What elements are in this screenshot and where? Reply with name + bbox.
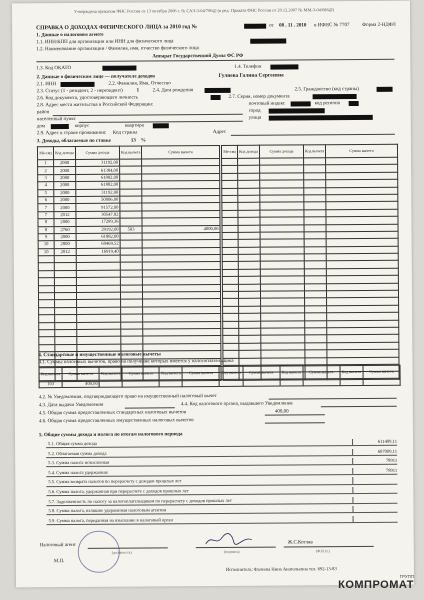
- income-cell-empty: [305, 313, 327, 321]
- col-income-code: Код дохода: [53, 146, 75, 159]
- address-ru-label: 2.8. Адрес места жительства в Российской Федерации:: [36, 102, 154, 109]
- total-separator: [352, 449, 353, 455]
- income-cell-empty: [304, 172, 326, 180]
- street-label: улица: [248, 115, 262, 121]
- income-cell-m: 4: [38, 182, 54, 190]
- position-hint: (должность): [111, 550, 132, 555]
- income-cell-m: [39, 322, 55, 330]
- income-cell-dsum: 4000,00: [142, 225, 220, 233]
- col-income-sum: Сумма дохода: [75, 146, 119, 159]
- income-cell-empty: [222, 188, 238, 196]
- income-cell-code: 2000: [54, 219, 76, 227]
- income-cell-empty: [222, 195, 238, 203]
- col-deduction-code: Код вычета: [119, 146, 141, 159]
- income-cell-empty: [305, 350, 327, 358]
- section1-okato-label: 1.3. Код ОКАТО: [36, 65, 72, 72]
- doc-series-label: 2.7. Серия, номер документа: [228, 94, 290, 100]
- section3-heading: 3. Доходы, облагаемые по ставке: [36, 138, 111, 145]
- income-cell-empty: [222, 210, 238, 218]
- total-row: [47, 516, 398, 526]
- col-income-code: Код дохода: [237, 145, 259, 158]
- form-code: Форма 2-НДФЛ: [362, 22, 396, 28]
- notice-authority-label: 4.4. Код налогового органа, выдавшего Уведомление: [180, 401, 293, 408]
- section5-heading: 5. Общие суммы дохода и налога по итогам налогового периода: [38, 432, 183, 439]
- agent-fio: Ж.С.Котляв: [287, 540, 313, 546]
- col-ded-sum: Сумма вычета: [62, 367, 99, 380]
- income-cell-empty: [222, 277, 238, 285]
- total-separator: [352, 506, 353, 512]
- income-cell-code: 2000: [54, 159, 76, 167]
- income-cell-empty: [223, 336, 239, 344]
- redacted-recipient-inn: [61, 82, 95, 87]
- region-label: код региона: [314, 101, 340, 107]
- income-cell-sum: 69469,52: [76, 240, 120, 248]
- underline: [231, 134, 395, 136]
- total-label: 5.3. Сумма налога исчисленная: [48, 459, 110, 466]
- income-cell-dcode: [120, 248, 142, 256]
- income-cell-dcode: [121, 344, 143, 352]
- income-cell-m: [38, 256, 54, 264]
- income-cell-empty: [304, 291, 326, 299]
- income-cell-m: [39, 337, 55, 345]
- col-ded-sum: Сумма вычета: [122, 367, 159, 380]
- address-abroad-label: 2.9. Адрес в стране проживания:: [36, 130, 107, 137]
- total-label: 5.5. Сумма возврата налогов по перерасчету с доходов прошлых лет: [48, 478, 182, 485]
- income-cell-empty: [304, 261, 326, 269]
- income-cell-m: 5: [38, 189, 54, 197]
- redacted-doc-series: [313, 94, 357, 99]
- income-cell-sum: 29192,00: [76, 226, 120, 234]
- income-cell-dcode: [120, 240, 142, 248]
- income-cell-empty: [305, 342, 327, 350]
- agent-name: Аппарат Государственной Думы ФС РФ: [152, 53, 244, 60]
- income-cell-dcode: [120, 277, 142, 285]
- income-cell-m: [38, 270, 54, 278]
- income-cell-m: 10: [38, 241, 54, 249]
- redacted-house: [51, 124, 69, 129]
- redacted-okato: [102, 66, 136, 71]
- income-cell-empty: [223, 350, 239, 358]
- income-cell-sum: 30547,82: [76, 211, 120, 219]
- income-cell-empty: [305, 298, 327, 306]
- total-label: 5.4. Сумма налога удержанная: [48, 469, 108, 475]
- postal-label: почтовый индекс: [248, 101, 286, 107]
- income-cell-sum: 50006,00: [76, 196, 120, 204]
- stamp-label: М.П.: [53, 559, 65, 565]
- redacted-inn: [250, 38, 286, 43]
- col-ded-code: Код вычета: [219, 366, 242, 379]
- redacted-region: [349, 101, 359, 106]
- income-cell-m: 8: [38, 226, 54, 234]
- income-cell-code: 2012: [54, 248, 76, 256]
- income-cell-sum: 61384,00: [76, 167, 120, 175]
- watermark-logo: [334, 574, 416, 596]
- total-label: 5.6. Сумма налога, удержанная при перерасчете с доходов прошлых лет: [48, 488, 189, 495]
- income-cell-code: [54, 285, 76, 293]
- income-cell-m: [39, 344, 55, 352]
- income-cell-sum: 17289,36: [76, 218, 120, 226]
- income-cell-dcode: [121, 322, 143, 330]
- income-cell-m: [38, 293, 54, 301]
- income-cell-empty: [222, 217, 238, 225]
- underline: [321, 406, 397, 408]
- total-value: 78911: [385, 457, 398, 463]
- income-cell-empty: [305, 320, 327, 328]
- total-row: [46, 506, 397, 516]
- total-row: [46, 448, 397, 458]
- income-cell-empty: [223, 343, 239, 351]
- income-cell-empty: [304, 232, 326, 240]
- income-cell-empty: [304, 217, 326, 225]
- income-cell-code: 2000: [54, 174, 76, 182]
- country-code-label: Код страны: [112, 130, 138, 136]
- income-cell-empty: [223, 299, 239, 307]
- income-table-left: [37, 145, 222, 382]
- income-cell-m: 7: [38, 204, 54, 212]
- locality-label: населенный пункт: [36, 116, 76, 123]
- income-cell-empty: [222, 173, 238, 181]
- total-separator: [352, 468, 353, 474]
- col-income-sum: Сумма дохода: [259, 145, 303, 158]
- col-month: Ме-сяц: [37, 147, 53, 160]
- total-row: [46, 458, 397, 468]
- income-cell-empty: [304, 165, 326, 173]
- income-cell-empty: [222, 291, 238, 299]
- underline: [265, 422, 325, 423]
- income-cell-empty: [238, 158, 260, 166]
- income-cell-code: 2000: [54, 233, 76, 241]
- income-cell-empty: [223, 328, 239, 336]
- col-ded-sum: Сумма вычета: [303, 366, 340, 379]
- income-cell-sum: 31192,00: [76, 189, 120, 197]
- income-cell-sum: 16919,40: [76, 248, 120, 256]
- income-cell-empty: [304, 269, 326, 277]
- deductions-table: [39, 365, 401, 389]
- income-cell-code: [55, 300, 77, 308]
- notice-date-label: 4.3. Дата выдачи Уведомления: [38, 402, 104, 409]
- underline: [53, 114, 243, 116]
- document-date: 08 . 11 . 2010: [279, 23, 307, 29]
- income-cell-m: 9: [38, 234, 54, 242]
- income-cell-dcode: [121, 307, 143, 315]
- income-cell-code: 2012: [54, 211, 76, 219]
- total-row: [46, 439, 397, 449]
- income-cell-dcode: [120, 292, 142, 300]
- redacted-number: [244, 24, 266, 29]
- col-ded-code: Код вычета: [280, 366, 303, 379]
- building-label: корпус: [74, 123, 90, 129]
- income-cell-empty: [305, 335, 327, 343]
- total-row: [46, 468, 397, 478]
- income-cell-m: [38, 263, 54, 271]
- income-cell-code: [54, 263, 76, 271]
- income-cell-empty: [304, 224, 326, 232]
- redacted-citizenship: [377, 87, 393, 92]
- income-cell-dcode: [120, 270, 142, 278]
- income-cell-sum: 31192,00: [76, 159, 120, 167]
- document-title: СПРАВКА О ДОХОДАХ ФИЗИЧЕСКОГО ЛИЦА за 2010 год №: [36, 24, 198, 32]
- signature-hint: (подпись): [223, 549, 240, 554]
- col-deduction-sum: Сумма вычета: [325, 144, 397, 158]
- income-cell-empty: [305, 306, 327, 314]
- underline: [125, 407, 175, 408]
- income-cell-code: [54, 278, 76, 286]
- city-label: город: [248, 108, 261, 114]
- executor-line: Исполнитель: Фалеева Нина Анатольевна тел. 692-13-83: [225, 566, 337, 572]
- income-cell-empty: [304, 276, 326, 284]
- income-cell-sum: 61882,00: [76, 181, 120, 189]
- deductions-label: 4.1. Суммы налоговых вычетов, право на получение которых имеется у налогоплательщика: [38, 358, 234, 366]
- income-cell-empty: [304, 202, 326, 210]
- income-cell-code: 2000: [54, 167, 76, 175]
- standard-total-label: 4.5. Общая сумма предоставленных стандартных налоговых вычетов: [38, 410, 187, 417]
- document-sheet: [12, 1, 414, 588]
- col-deduction-sum: Сумма вычета: [141, 145, 219, 159]
- underline: [269, 398, 397, 400]
- income-cell-dcode: [120, 233, 142, 241]
- col-ded-sum: Сумма вычета: [182, 366, 219, 379]
- income-cell-empty: [223, 321, 239, 329]
- total-separator: [352, 487, 353, 493]
- income-cell-empty: [222, 180, 238, 188]
- deduction-sum: 400,00: [62, 380, 99, 388]
- section1-heading: 1. Данные о налоговом агенте: [36, 32, 104, 39]
- section1-inn-label: 1.1. ИНН/КПП для организации или ИНН для физического лица: [36, 39, 174, 46]
- income-cell-m: [39, 300, 55, 308]
- income-cell-empty: [222, 166, 238, 174]
- agent-label: Налоговый агент: [39, 542, 77, 549]
- total-separator: [352, 458, 353, 464]
- redacted-doc-code: [211, 95, 221, 100]
- income-cell-m: [38, 278, 54, 286]
- income-cell-empty: [304, 209, 326, 217]
- total-label: 5.8. Сумма налога, излишне удержанная налоговым агентом: [48, 507, 167, 514]
- income-cell-m: [39, 315, 55, 323]
- total-label: 5.7. Задолженность по налогу за налогоплательщиком по перерасчету с доходов прошлых лет: [48, 497, 232, 504]
- date-prefix: от: [269, 23, 274, 29]
- income-cell-m: 7: [38, 211, 54, 219]
- income-cell-m: 8: [38, 219, 54, 227]
- watermark-small: ГРУПП: [399, 574, 414, 579]
- income-table-right: [221, 144, 400, 381]
- income-cell-m: 2: [38, 167, 54, 175]
- income-cell-code: 2000: [54, 189, 76, 197]
- section2-heading: 2. Данные о физическом лице — получателе доходов: [36, 74, 155, 81]
- apartment-label: квартира: [124, 123, 144, 129]
- abroad-address-label: Адрес: [212, 129, 227, 135]
- income-cell-code: 2000: [54, 204, 76, 212]
- total-row: [46, 477, 397, 487]
- col-ded-code: Код вычета: [39, 368, 62, 381]
- underline: [265, 414, 325, 415]
- income-cell-dcode: [120, 255, 142, 263]
- tax-rate: 13: [130, 138, 136, 144]
- total-separator: [352, 477, 353, 483]
- standard-total-value: 400,00: [274, 409, 289, 415]
- income-cell-dcode: [121, 329, 143, 337]
- income-cell-code: 2000: [54, 196, 76, 204]
- income-cell-empty: [304, 187, 326, 195]
- name-hint: (Ф.И.О.): [315, 549, 330, 554]
- income-cell-m: 1: [38, 160, 54, 168]
- col-month: Ме-сяц: [221, 145, 237, 158]
- income-cell-empty: [305, 357, 327, 365]
- section1-name-label: 1.2. Наименование организации / Фамилия, имя, отчество физического лица: [36, 46, 199, 53]
- notice-number-label: 4.2. № Уведомления, подтверждающего право на имущественный налоговый вычет: [38, 393, 217, 401]
- property-total-label: 4.6. Общая сумма предоставленных имущественных налоговых вычетов: [38, 418, 194, 425]
- birthdate-label: 2.4. Дата рождения: [152, 88, 194, 94]
- income-cell-dcode: [121, 314, 143, 322]
- income-cell-empty: [304, 158, 326, 166]
- watermark-text: КОМПРОМАТ: [338, 579, 414, 591]
- income-cell-dcode: [121, 336, 143, 344]
- doc-code-label: 2.6. Код документа, удостоверяющего личность: [36, 95, 139, 102]
- income-cell-empty: [304, 180, 326, 188]
- total-value: 611409,11: [377, 438, 398, 444]
- income-cell-empty: [222, 247, 238, 255]
- total-value: 78911: [385, 467, 398, 473]
- income-cell-empty: [222, 232, 238, 240]
- status-value: 1: [136, 88, 140, 94]
- section1-phone-label: 1.4. Телефон: [234, 64, 262, 70]
- deduction-code: 103: [39, 381, 62, 389]
- redacted-street: [269, 115, 373, 121]
- income-cell-empty: [222, 262, 238, 270]
- total-value: 607009,11: [377, 448, 398, 454]
- fio-label: 2.2. Фамилия, Имя, Отчество: [108, 81, 171, 87]
- income-cell-empty: [304, 195, 326, 203]
- income-cell-m: [38, 285, 54, 293]
- total-separator: [353, 516, 354, 522]
- income-cell-empty: [222, 269, 238, 277]
- income-cell-code: [54, 292, 76, 300]
- house-label: дом: [36, 124, 45, 130]
- form-label: в ИФНС № 7707: [314, 23, 350, 29]
- income-cell-m: [39, 307, 55, 315]
- income-cell-dcode: [120, 285, 142, 293]
- district-label: район: [36, 110, 50, 116]
- income-cell-code: 2000: [54, 182, 76, 190]
- col-ded-code: Код вычета: [99, 367, 122, 380]
- income-cell-dcode: [120, 262, 142, 270]
- income-cell-dcode: [121, 299, 143, 307]
- income-cell-empty: [304, 246, 326, 254]
- income-cell-empty: [222, 284, 238, 292]
- income-cell-code: 2000: [54, 241, 76, 249]
- redacted-postal: [291, 101, 311, 106]
- redacted-birthdate: [205, 88, 231, 93]
- redacted-apartment: [153, 123, 169, 128]
- stamp-seal: [78, 531, 120, 573]
- col-ded-sum: Сумма вычета: [243, 366, 280, 379]
- recipient-fio: Гуляева Галина Сергеевна: [218, 72, 284, 79]
- income-cell-empty: [223, 306, 239, 314]
- income-cell-empty: [304, 239, 326, 247]
- income-cell-dcode: 503: [120, 226, 142, 234]
- income-cell-m: 10: [38, 248, 54, 256]
- income-cell-empty: [222, 203, 238, 211]
- col-ded-sum: Сумма вычета: [363, 365, 400, 378]
- income-cell-m: 3: [38, 174, 54, 182]
- income-cell-code: 2760: [54, 226, 76, 234]
- tax-rate-unit: %: [140, 138, 146, 144]
- income-cell-m: [39, 330, 55, 338]
- total-row: [46, 496, 397, 506]
- income-cell-sum: 61882,00: [76, 233, 120, 241]
- income-cell-sum: 91572,00: [76, 203, 120, 211]
- income-cell-m: 6: [38, 197, 54, 205]
- income-cell-empty: [222, 225, 238, 233]
- income-cell-empty: [222, 254, 238, 262]
- income-cell-empty: [304, 254, 326, 262]
- col-ded-code: Код вычета: [159, 367, 182, 380]
- total-row: [46, 487, 397, 497]
- col-deduction-code: Код вычета: [303, 145, 325, 158]
- status-label: 2.3. Статус (1 - резидент, 2 - нерезидент): [36, 88, 123, 95]
- total-label: 5.9. Сумма налога, переданная на взыскание в налоговый орган: [48, 517, 173, 523]
- col-ded-code: Код вычета: [340, 365, 363, 378]
- income-cell-empty: [222, 240, 238, 248]
- inn-label: 2.1. ИНН: [36, 82, 57, 88]
- redacted-city: [269, 108, 325, 113]
- redacted-phone: [270, 64, 298, 69]
- income-cell-empty: [304, 283, 326, 291]
- income-cell-empty: [305, 328, 327, 336]
- approval-note: Утверждена приказом ФНС России от 13 октября 2006 г. № САЭ-3-04/706@ (в ред. Приказа ФНС России от 20.12.2007 № ММ-3-04/686@): [74, 7, 335, 14]
- income-cell-code: [54, 270, 76, 278]
- section4-heading: 4. Стандартные и имущественные налоговые вычеты: [38, 352, 161, 359]
- income-cell-code: [54, 256, 76, 264]
- handwritten-signature: [204, 532, 254, 548]
- total-label: 5.2. Облагаемая сумма дохода: [48, 450, 107, 456]
- income-cell-sum: 61882,00: [76, 174, 120, 182]
- total-separator: [352, 497, 353, 503]
- income-cell-empty: [223, 314, 239, 322]
- total-separator: [352, 439, 353, 445]
- citizenship-label: 2.5. Гражданство (код страны): [294, 86, 359, 93]
- total-label: 5.1. Общая сумма дохода: [48, 440, 97, 447]
- income-cell-empty: [222, 158, 238, 166]
